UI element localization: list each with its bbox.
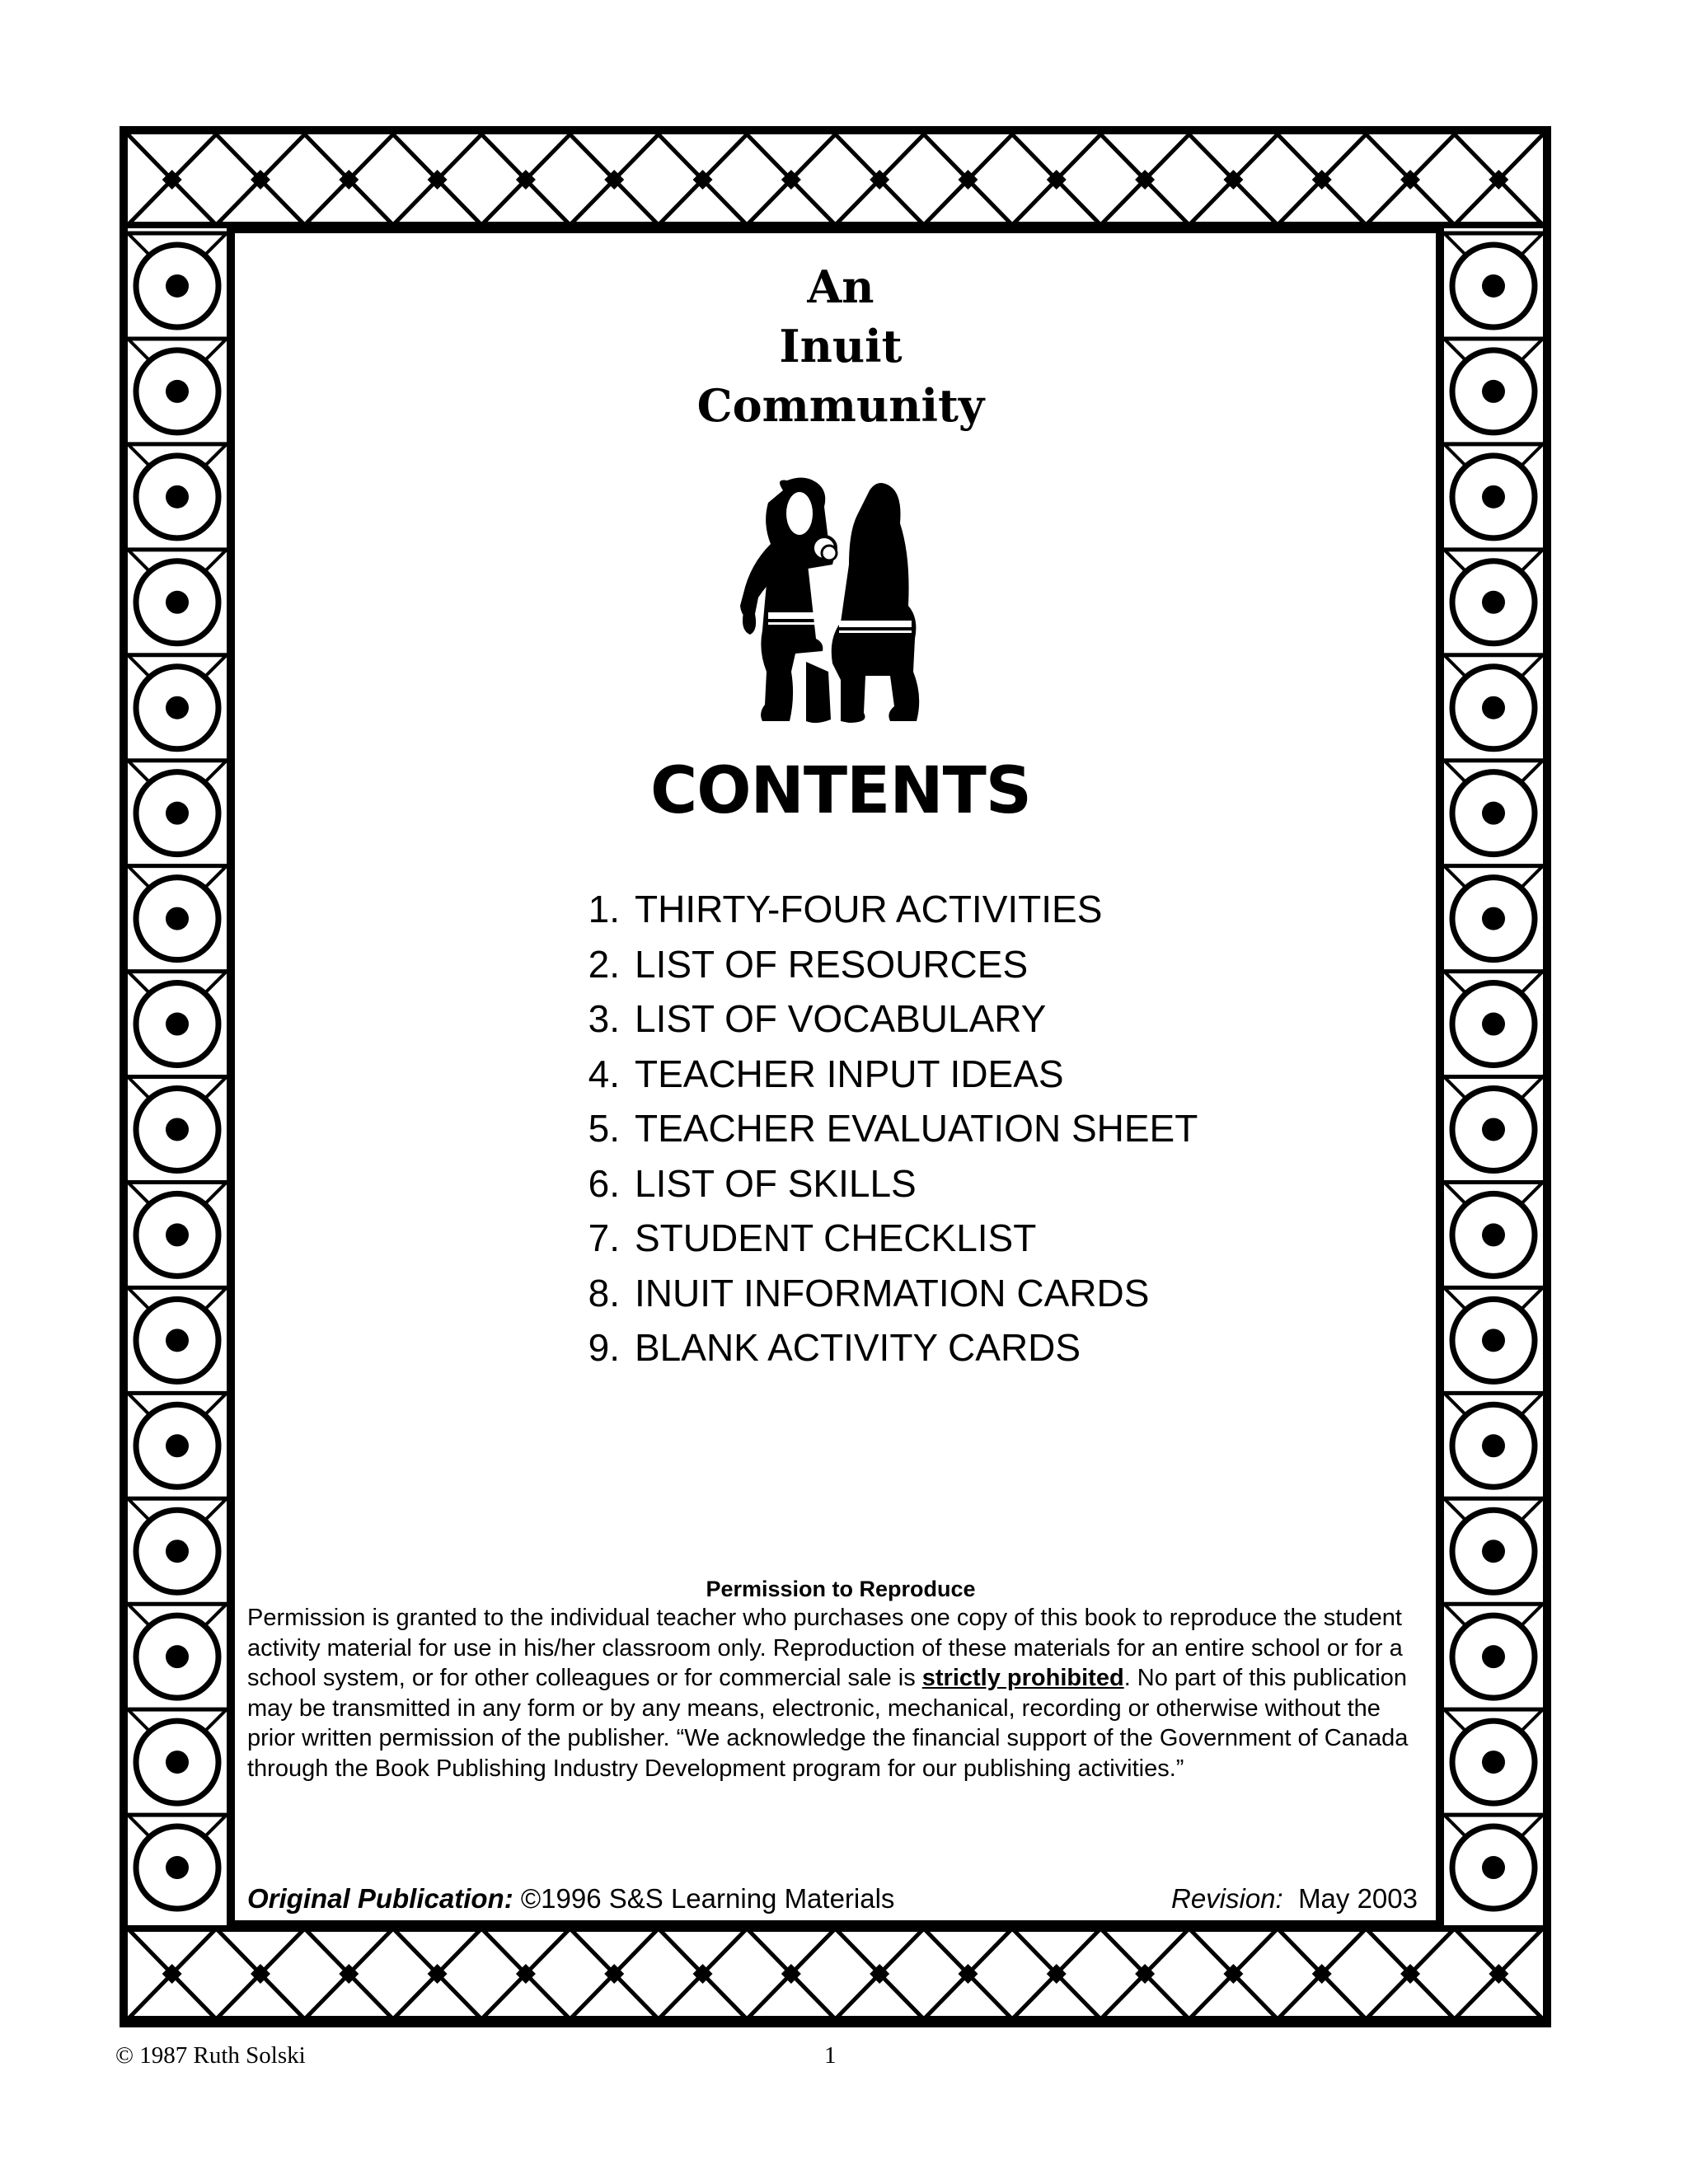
copyright-footer: © 1987 Ruth Solski (115, 2042, 306, 2069)
revision-value: May 2003 (1298, 1883, 1418, 1914)
toc-item (560, 882, 1198, 937)
toc-item-number: 3. (588, 997, 620, 1040)
revision-label: Revision: (1170, 1883, 1283, 1914)
toc-item-label: LIST OF SKILLS (635, 1161, 917, 1205)
toc-item (560, 1101, 1198, 1156)
toc-item-label: BLANK ACTIVITY CARDS (635, 1326, 1081, 1369)
page-number: 1 (824, 2042, 837, 2069)
permission-heading: Permission to Reproduce (706, 1577, 976, 1601)
toc-item (560, 991, 1198, 1047)
toc-item (560, 937, 1198, 992)
revision (1171, 1883, 1418, 1915)
title-line-2: Inuit (779, 320, 903, 373)
page-content (239, 247, 1442, 1914)
toc-item (560, 1156, 1198, 1212)
toc-item-label: INUIT INFORMATION CARDS (635, 1271, 1150, 1315)
toc-item-number: 9. (588, 1326, 620, 1369)
permission-text (247, 1603, 1434, 1783)
permission-text-after: . No part of this publication may be transmitted in any form or by any means, electronic, mechanical, recording or otherwise without the prior written permission of the publisher. “We acknowledge the financial support of the Government of Canada through the Book Publishing Industry Development program for our publishing activities.” (247, 1665, 1409, 1782)
original-publication-label: Original Publication: (247, 1883, 513, 1914)
title-line-1: An (807, 260, 874, 313)
toc-item-label: LIST OF VOCABULARY (635, 997, 1047, 1040)
toc-item-number: 7. (588, 1216, 620, 1259)
permission-emphasis: strictly prohibited (921, 1665, 1124, 1691)
toc-item-label: THIRTY-FOUR ACTIVITIES (635, 888, 1103, 930)
publication-line (247, 1883, 1418, 1916)
toc-item-label: STUDENT CHECKLIST (635, 1216, 1037, 1259)
toc-item-number: 1. (588, 888, 620, 930)
toc-item-number: 4. (588, 1052, 620, 1095)
toc-item (560, 1047, 1198, 1102)
inuit-children-figure-icon (725, 474, 940, 729)
toc-item-number: 8. (588, 1271, 620, 1315)
book-title (239, 257, 1442, 435)
toc-item-number: 6. (588, 1161, 620, 1205)
table-of-contents (560, 882, 1198, 1376)
toc-item-number: 5. (588, 1107, 620, 1150)
toc-item (560, 1266, 1198, 1321)
original-publication-value: ©1996 S&S Learning Materials (520, 1883, 895, 1914)
toc-item (560, 1211, 1198, 1266)
toc-item-label: TEACHER INPUT IDEAS (635, 1052, 1064, 1095)
title-line-3: Community (696, 379, 985, 432)
contents-heading: CONTENTS (650, 754, 1031, 828)
toc-item-label: TEACHER EVALUATION SHEET (635, 1107, 1198, 1150)
toc-item-number: 2. (588, 942, 620, 986)
toc-item (560, 1320, 1198, 1376)
toc-item-label: LIST OF RESOURCES (635, 942, 1029, 986)
permission-text-before: Permission is granted to the individual teacher who purchases one copy of this book to reproduce the student activity material for use in his/her classroom only. Reproduction of these materials for an entire school or for a school system, or for other colleagues or for commercial sale is (247, 1605, 1403, 1691)
